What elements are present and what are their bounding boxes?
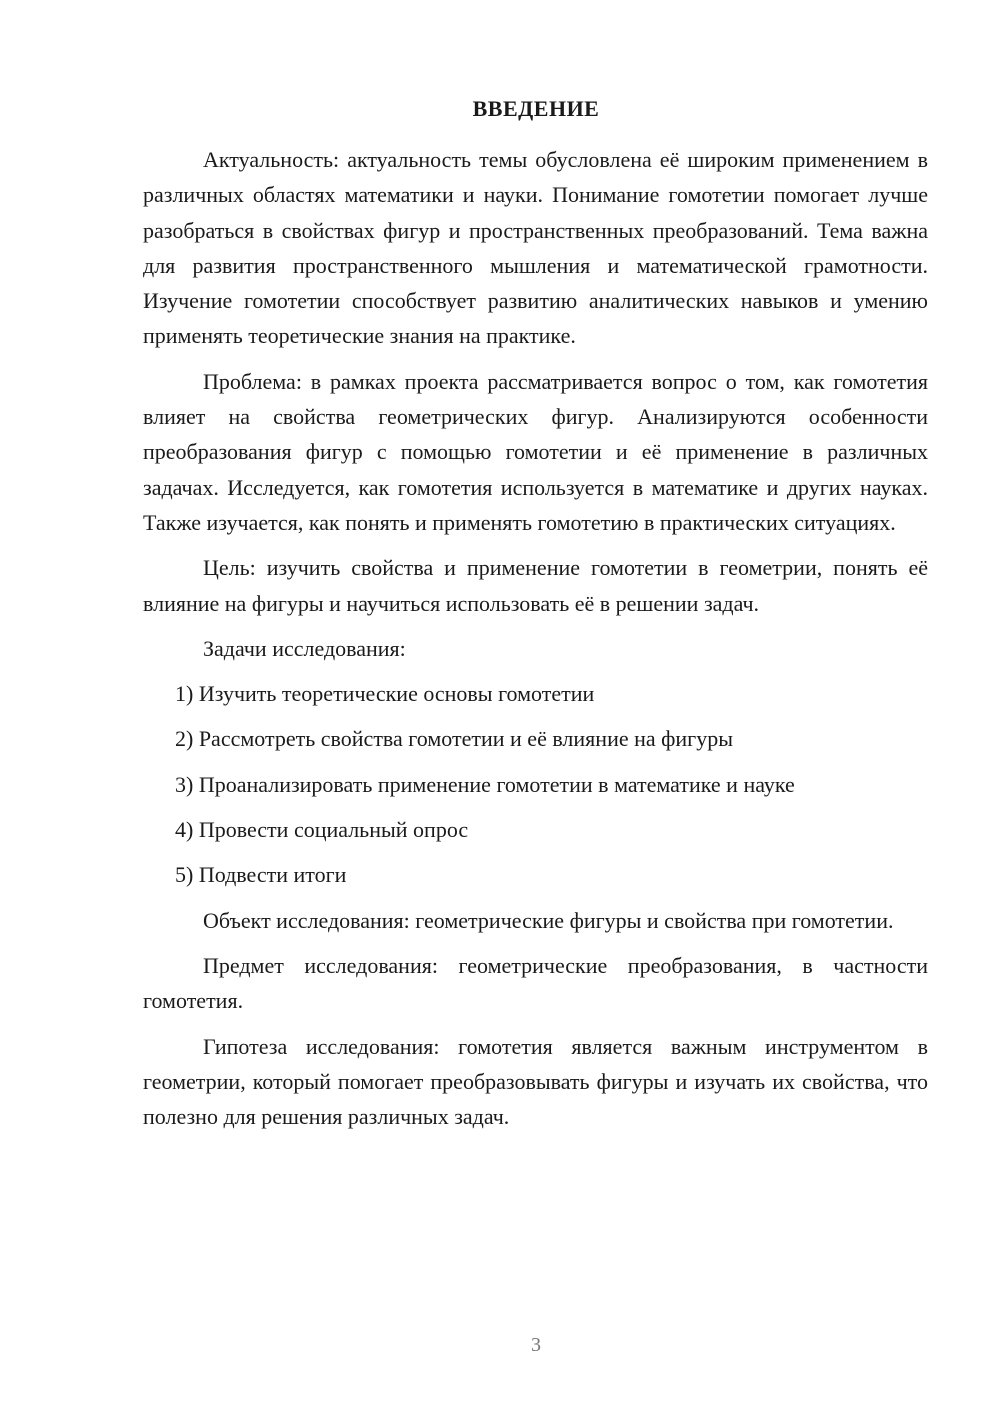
paragraph-subject: Предмет исследования: геометрические преобразования, в частности гомотетия. bbox=[143, 952, 928, 1014]
paragraph-relevance: Актуальность: актуальность темы обусловлена её широким применением в различных областях математики и науки. Понимание гомотетии помогает лучше разобраться в свойствах фигур и пространственных преобразований. Тема важна для развития пространственного мышления и математической грамотности. Изучение гомотетии способствует развитию аналитических навыков и умению применять теоретические знания на практике. bbox=[143, 147, 928, 349]
paragraph-hypothesis: Гипотеза исследования: гомотетия является важным инструментом в геометрии, который помогает преобразовывать фигуры и изучать их свойства, что полезно для решения различных задач. bbox=[143, 1033, 928, 1130]
list-item: 1) Изучить теоретические основы гомотетии bbox=[175, 681, 595, 707]
list-item: 3) Проанализировать применение гомотетии в математике и науке bbox=[175, 771, 795, 797]
page-number: 3 bbox=[531, 1334, 541, 1356]
list-item: 5) Подвести итоги bbox=[175, 862, 347, 888]
paragraph-object: Объект исследования: геометрические фигуры и свойства при гомотетии. bbox=[203, 907, 894, 933]
paragraph-problem: Проблема: в рамках проекта рассматривается вопрос о том, как гомотетия влияет на свойства геометрических фигур. Анализируются особенности преобразования фигур с помощью гомотетии и её применение в различных задачах. Исследуется, как гомотетия используется в математике и других науках. Также изучается, как понять и применять гомотетию в практических ситуациях. bbox=[143, 368, 928, 535]
tasks-heading: Задачи исследования: bbox=[203, 635, 406, 661]
paragraph-goal: Цель: изучить свойства и применение гомотетии в геометрии, понять её влияние на фигуры и научиться использовать её в решении задач. bbox=[143, 555, 928, 616]
list-item: 4) Провести социальный опрос bbox=[175, 817, 469, 843]
document-body bbox=[143, 142, 928, 1144]
page-title: ВВЕДЕНИЕ bbox=[472, 96, 600, 121]
tasks-list bbox=[143, 676, 928, 892]
list-item: 2) Рассмотреть свойства гомотетии и её влияние на фигуры bbox=[175, 726, 733, 752]
